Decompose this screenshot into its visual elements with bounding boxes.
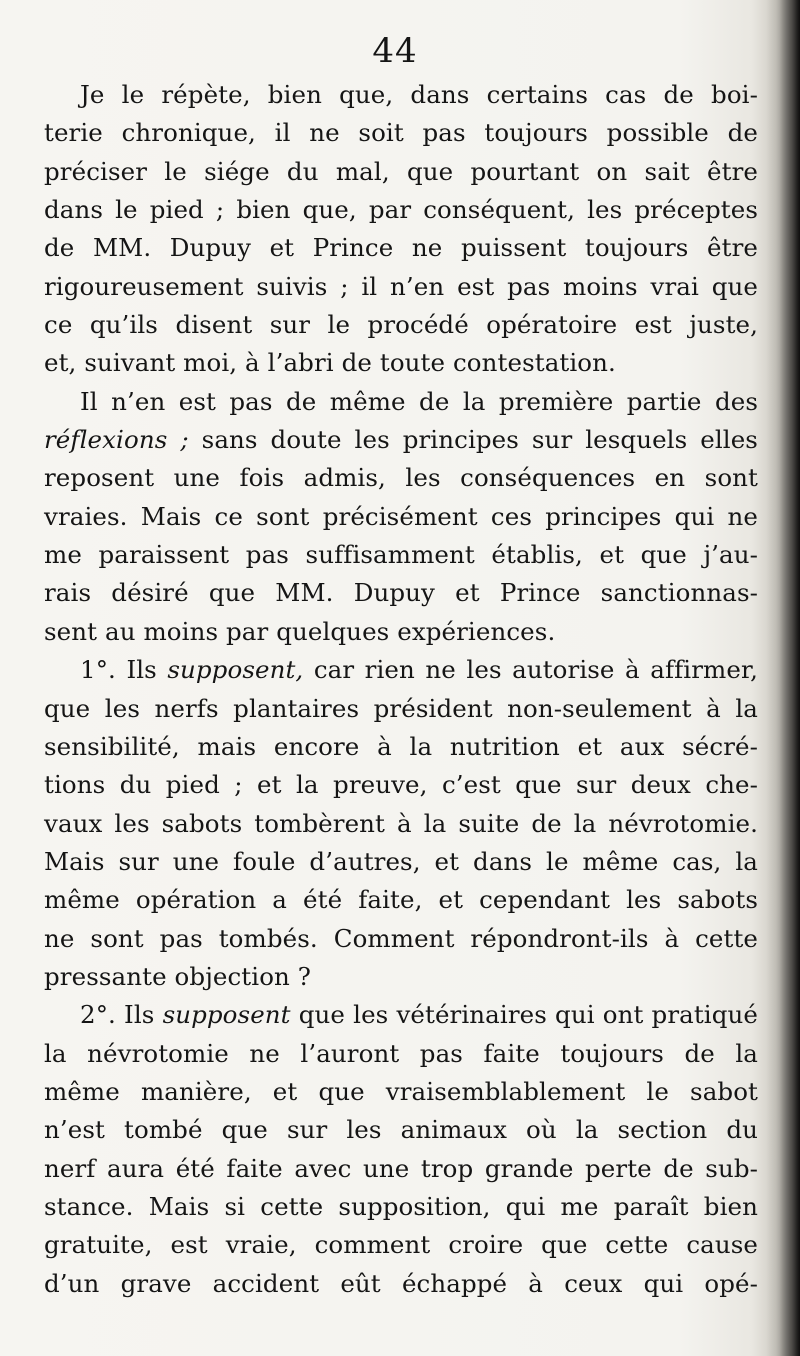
text-segment: sent au moins par quelques expériences. — [44, 616, 556, 646]
text-segment: vaux les sabots tombèrent à la suite de la névrotomie. — [44, 808, 758, 838]
text-line — [44, 1226, 758, 1264]
text-segment: la névrotomie ne l’auront pas faite toujours de la — [44, 1038, 758, 1068]
text-segment: 2°. Ils — [80, 1000, 163, 1030]
text-segment: nerf aura été faite avec une trop grande perte de sub- — [44, 1153, 758, 1183]
text-line — [44, 881, 758, 919]
text-segment: de MM. Dupuy et Prince ne puissent toujours être — [44, 233, 758, 263]
text-line — [44, 1150, 758, 1188]
text-line — [44, 996, 758, 1034]
text-segment: même opération a été faite, et cependant les sabots — [44, 885, 758, 915]
text-line — [44, 153, 758, 191]
text-segment: gratuite, est vraie, comment croire que cette cause — [44, 1230, 758, 1260]
text-line — [44, 536, 758, 574]
text-segment: 1°. Ils — [80, 655, 168, 685]
text-line — [44, 229, 758, 267]
text-line — [44, 920, 758, 958]
text-segment: rigoureusement suivis ; il n’en est pas moins vrai que — [44, 271, 758, 301]
text-segment: me paraissent pas suffisamment établis, et que j’au- — [44, 540, 758, 570]
text-line — [44, 613, 758, 651]
text-segment: d’un grave accident eût échappé à ceux qui opé- — [44, 1268, 758, 1298]
text-line — [44, 805, 758, 843]
text-line — [44, 114, 758, 152]
body-text — [44, 76, 758, 1303]
text-line — [44, 728, 758, 766]
text-segment: que les nerfs plantaires président non-seulement à la — [44, 693, 758, 723]
spine-shadow — [766, 0, 800, 1356]
text-line — [44, 76, 758, 114]
text-segment: préciser le siége du mal, que pourtant on sait être — [44, 156, 758, 186]
text-segment: sensibilité, mais encore à la nutrition et aux sécré- — [44, 731, 758, 761]
text-segment: Il n’en est pas de même de la première partie des — [80, 386, 758, 416]
text-line — [44, 766, 758, 804]
text-line — [44, 459, 758, 497]
text-segment: rais désiré que MM. Dupuy et Prince sanctionnas- — [44, 578, 758, 608]
text-line — [44, 498, 758, 536]
text-line — [44, 306, 758, 344]
page-number: 44 — [372, 31, 418, 71]
text-segment: n’est tombé que sur les animaux où la section du — [44, 1115, 758, 1145]
text-segment: Mais sur une foule d’autres, et dans le même cas, la — [44, 846, 758, 876]
text-segment: car rien ne les autorise à affirmer, — [303, 655, 758, 685]
text-line — [44, 843, 758, 881]
text-line — [44, 268, 758, 306]
italic-text: supposent — [162, 1000, 291, 1030]
text-segment: pressante objection ? — [44, 961, 312, 991]
text-line — [44, 574, 758, 612]
text-segment: Je le répète, bien que, dans certains cas de boi- — [80, 80, 758, 109]
text-segment: ce qu’ils disent sur le procédé opératoire est juste, — [44, 310, 758, 340]
text-line — [44, 421, 758, 459]
text-segment: reposent une fois admis, les conséquences en sont — [44, 463, 758, 493]
text-segment: même manière, et que vraisemblablement le sabot — [44, 1076, 758, 1106]
text-line — [44, 651, 758, 689]
text-segment: sans doute les principes sur lesquels elles — [188, 425, 758, 455]
text-line — [44, 690, 758, 728]
text-line — [44, 1265, 758, 1303]
text-line — [44, 1111, 758, 1149]
text-segment: terie chronique, il ne soit pas toujours possible de — [44, 118, 758, 148]
text-segment: stance. Mais si cette supposition, qui me paraît bien — [44, 1191, 758, 1221]
text-line — [44, 191, 758, 229]
text-segment: vraies. Mais ce sont précisément ces principes qui ne — [44, 501, 758, 531]
italic-text: supposent, — [167, 655, 304, 685]
text-segment: dans le pied ; bien que, par conséquent, les préceptes — [44, 195, 758, 225]
text-line — [44, 1073, 758, 1111]
text-line — [44, 1035, 758, 1073]
text-line — [44, 1188, 758, 1226]
italic-text: réflexions ; — [44, 425, 189, 455]
text-line — [44, 958, 758, 996]
text-segment: ne sont pas tombés. Comment répondront-ils à cette — [44, 923, 758, 953]
text-segment: et, suivant moi, à l’abri de toute contestation. — [44, 348, 616, 378]
text-segment: tions du pied ; et la preuve, c’est que sur deux che- — [44, 770, 758, 800]
text-segment: que les vétérinaires qui ont pratiqué — [290, 1000, 758, 1030]
text-line — [44, 344, 758, 382]
text-line — [44, 383, 758, 421]
